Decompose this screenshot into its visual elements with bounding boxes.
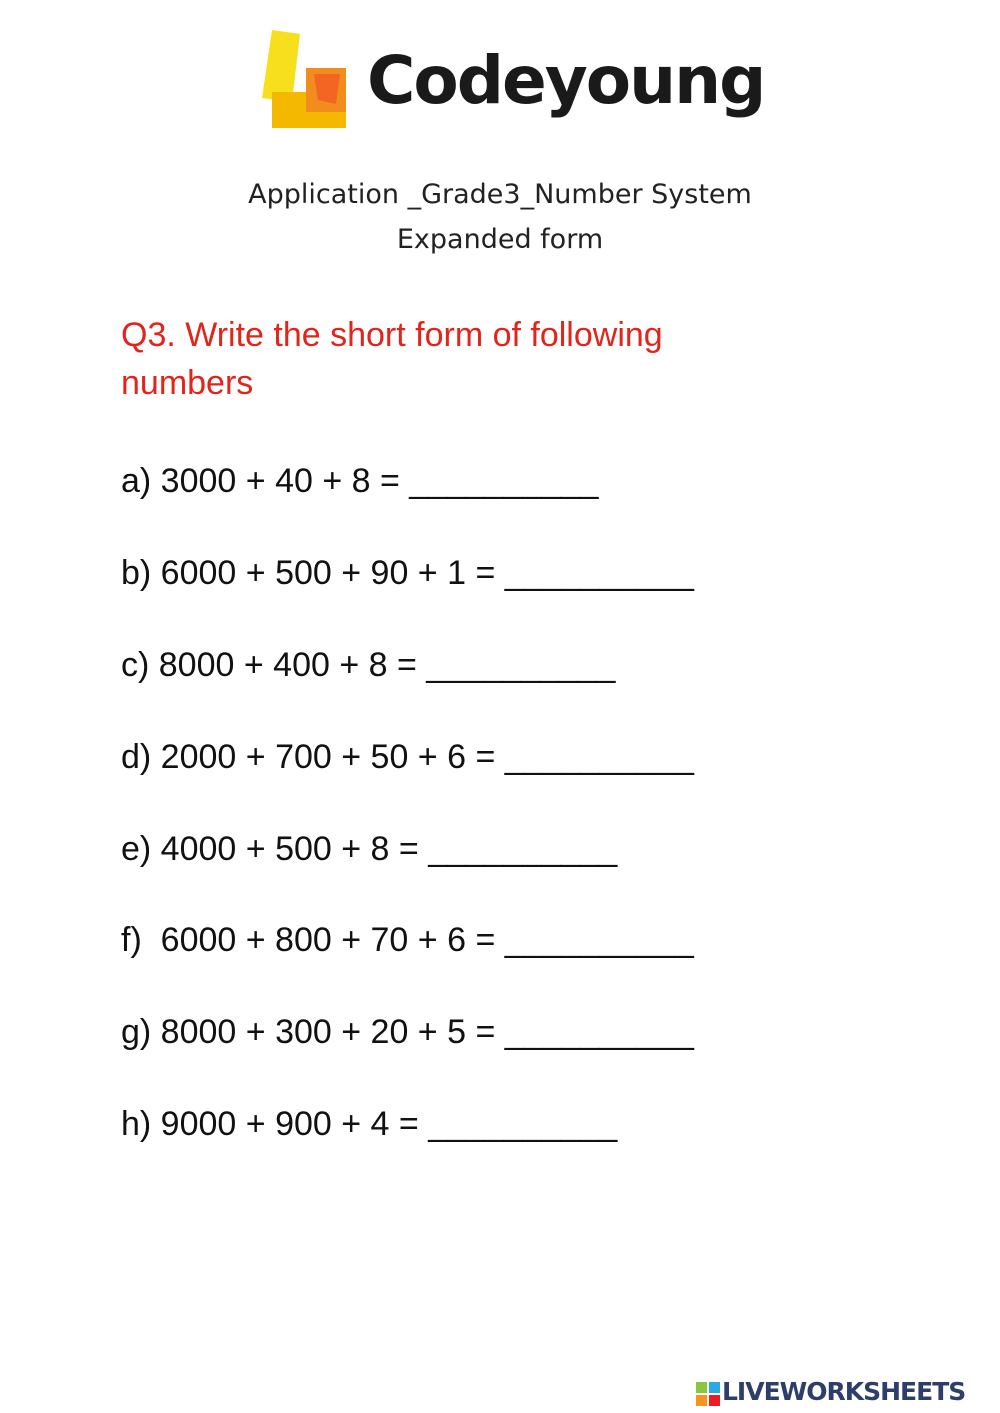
item-e: e) 4000 + 500 + 8 = __________ [121,830,618,868]
item-f: f) 6000 + 800 + 70 + 6 = __________ [121,921,694,959]
worksheet-subtitle: Application _Grade3_Number System [248,179,752,210]
item-d: d) 2000 + 700 + 50 + 6 = __________ [121,738,694,776]
liveworksheets-watermark [696,1378,996,1408]
item-h: h) 9000 + 900 + 4 = __________ [121,1105,618,1143]
item-a: a) 3000 + 40 + 8 = __________ [121,462,599,500]
item-g: g) 8000 + 300 + 20 + 5 = __________ [121,1013,694,1051]
brand-name: Codeyoung [367,42,765,119]
codeyoung-logo [262,30,792,145]
liveworksheets-badge-icon [696,1382,720,1406]
item-c: c) 8000 + 400 + 8 = __________ [121,646,616,684]
question-prompt: Q3. Write the short form of following numbers [121,316,663,402]
liveworksheets-text: LIVEWORKSHEETS [722,1377,966,1406]
item-b: b) 6000 + 500 + 90 + 1 = __________ [121,554,694,592]
codeyoung-logo-mark-icon [262,30,352,135]
worksheet-topic: Expanded form [396,224,604,255]
